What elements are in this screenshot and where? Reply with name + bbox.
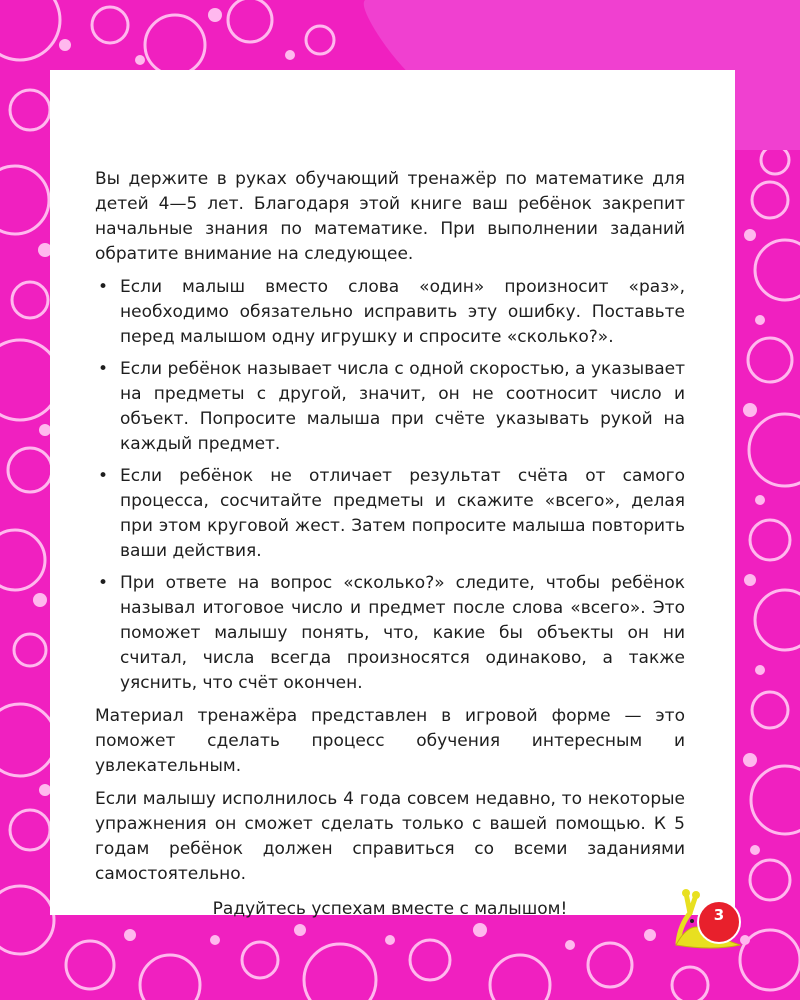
intro-paragraph: Вы держите в руках обучающий тренажёр по математике для детей 4—5 лет. Благодаря этой книге ваш ребёнок закрепит начальные знания по математике. При выполнении заданий обратите внимание на следующее. [95, 169, 685, 264]
bubble-ring [12, 282, 48, 318]
bubble-ring [490, 955, 550, 1000]
bubble-dot [210, 935, 220, 945]
bubble-dot [59, 39, 71, 51]
bubble-ring [752, 182, 788, 218]
bubble-ring [140, 955, 200, 1000]
material-paragraph: Материал тренажёра представлен в игровой форме — это поможет сделать процесс обучения интересным и увлекательным. [95, 706, 685, 776]
bubble-ring [10, 90, 50, 130]
bubble-dot [755, 495, 765, 505]
bubble-ring [750, 860, 790, 900]
bullet-icon: • [98, 573, 109, 593]
closing-line: Радуйтесь успехам вместе с малышом! [212, 899, 568, 919]
bubble-ring [0, 886, 54, 954]
bullet-icon: • [98, 466, 109, 486]
bubble-ring [66, 941, 114, 989]
bubble-ring [8, 448, 52, 492]
list-item: • Если ребёнок называет числа с одной скоростью, а указывает на предметы с другой, значит, он не соотносит число и объект. Попросите малыша при счёте указывать рукой на каждый предмет. [98, 359, 685, 454]
bubble-ring [145, 15, 205, 75]
bubble-ring [752, 692, 788, 728]
bubble-ring [228, 0, 272, 42]
bubble-ring [755, 240, 800, 300]
bubble-ring [0, 166, 49, 234]
bubble-ring [751, 766, 800, 834]
bubble-dot [743, 753, 757, 767]
bubble-ring [755, 590, 800, 650]
bubble-ring [672, 967, 708, 1000]
page-number: 3 [713, 906, 725, 924]
bubble-ring [749, 414, 800, 486]
bubble-ring [410, 940, 450, 980]
bubble-dot [385, 935, 395, 945]
bubble-ring [10, 810, 50, 850]
bubble-dot [565, 940, 575, 950]
bubble-ring [0, 530, 45, 590]
age-paragraph: Если малышу исполнилось 4 года совсем недавно, то некоторые упражнения он сможет сделать только с вашей помощью. К 5 годам ребёнок должен справиться со всеми заданиями самостоятельно. [95, 789, 685, 884]
bubble-ring [0, 0, 60, 60]
bubble-dot [744, 574, 756, 586]
bubble-ring [304, 944, 376, 1000]
bubble-ring [748, 338, 792, 382]
bubble-ring [92, 7, 128, 43]
intro-text-block [95, 167, 685, 930]
bubble-ring [14, 634, 46, 666]
bubble-dot [743, 403, 757, 417]
tips-list [95, 275, 685, 696]
bubble-dot [124, 929, 136, 941]
bubble-ring [750, 520, 790, 560]
bubble-dot [33, 593, 47, 607]
bubble-dot [755, 665, 765, 675]
bubble-ring [242, 942, 278, 978]
bubble-dot [208, 8, 222, 22]
bubble-dot [750, 845, 760, 855]
bubble-dot [744, 229, 756, 241]
bubble-ring [306, 26, 334, 54]
list-item: • При ответе на вопрос «сколько?» следите, чтобы ребёнок называл итоговое число и предмет после слова «всего». Это поможет малышу понять, что, какие бы объекты он ни считал, числа всегда произносятся одинаково, а также уяснить, что счёт окончен. [98, 573, 685, 693]
bubble-ring [588, 943, 632, 987]
bullet-icon: • [98, 359, 109, 379]
bubble-ring [0, 704, 56, 776]
bubble-dot [644, 929, 656, 941]
bubble-dot [755, 315, 765, 325]
bubble-dot [285, 50, 295, 60]
list-item: • Если малыш вместо слова «один» произносит «раз», необходимо обязательно исправить эту ошибку. Поставьте перед малышом одну игрушку и спросите «сколько?». [98, 277, 685, 347]
bubble-dot [135, 55, 145, 65]
list-item: • Если ребёнок не отличает результат счёта от самого процесса, сосчитайте предметы и скажите «всего», делая при этом круговой жест. Затем попросите малыша повторить ваши действия. [98, 466, 685, 561]
bubble-ring [761, 146, 789, 174]
bullet-icon: • [98, 277, 109, 297]
